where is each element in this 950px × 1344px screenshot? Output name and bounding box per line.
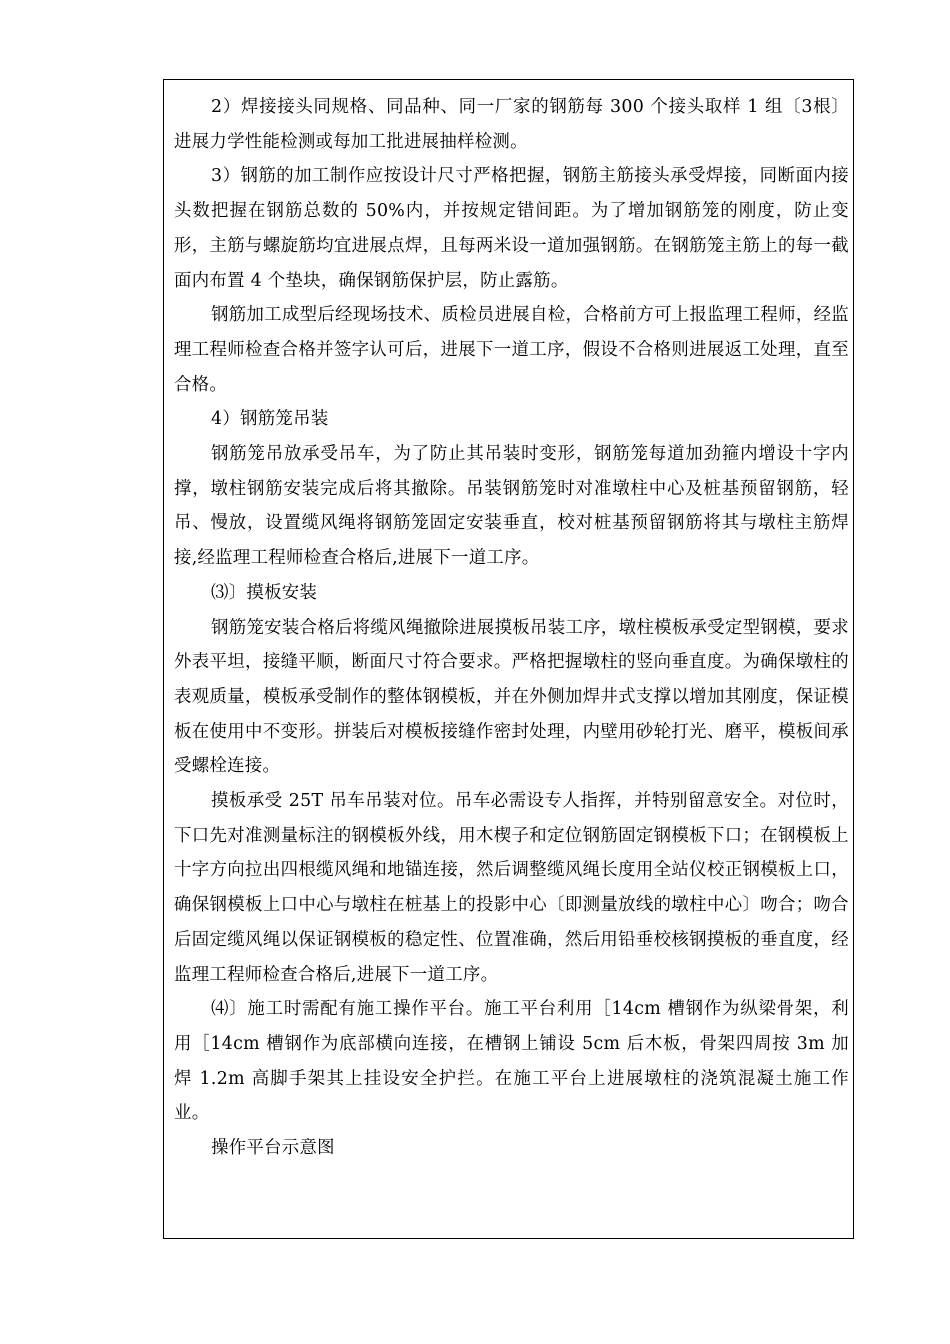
paragraph-rebar-cage-hoisting: 钢筋笼吊放承受吊车，为了防止其吊装时变形，钢筋笼每道加劲箍内增设十字内撑，墩柱钢筋安装完成后将其撤除。吊装钢筋笼时对准墩柱中心及桩基预留钢筋，轻吊、慢放，设置缆风绳将钢筋笼固定安装垂直，校对桩基预留钢筋将其与墩柱主筋焊接,经监理工程师检查合格后,进展下一道工序。 — [174, 444, 849, 569]
paragraph-work-platform: ⑷〕施工时需配有施工操作平台。施工平台利用［14cm 槽钢作为纵梁骨架，利用［14cm 槽钢作为底部横向连接，在槽钢上铺设 5cm 后木板，骨架四周按 3m 加焊 1.2m 高脚手架其上挂设安全护拦。在施工平台上进展墩柱的浇筑混凝土施工作业。 — [174, 999, 849, 1124]
paragraph-self-inspection: 钢筋加工成型后经现场技术、质检员进展自检，合格前方可上报监理工程师，经监理工程师检查合格并签字认可后，进展下一道工序，假设不合格则进展返工处理，直至合格。 — [174, 305, 849, 395]
content-table-cell — [163, 79, 854, 1239]
paragraph-formwork-requirements: 钢筋笼安装合格后将缆风绳撤除进展摸板吊装工序，墩柱模板承受定型钢模，要求外表平坦，接缝平顺，断面尺寸符合要求。严格把握墩柱的竖向垂直度。为确保墩柱的表观质量，模板承受制作的整体钢模板，并在外侧加焊井式支撑以增加其刚度，保证模板在使用中不变形。拼装后对模板接缝作密封处理，内壁用砂轮打光、磨平，模板间承受螺栓连接。 — [174, 617, 849, 777]
paragraph-rebar-fabrication: 3）钢筋的加工制作应按设计尺寸严格把握，钢筋主筋接头承受焊接，同断面内接头数把握在钢筋总数的 50%内，并按规定错间距。为了增加钢筋笼的刚度，防止变形，主筋与螺旋筋均宜进展点焊，且每两米设一道加强钢筋。在钢筋笼主筋上的每一截面内布置 4 个垫块，确保钢筋保护层，防止露筋。 — [174, 166, 849, 291]
paragraph-welding-sampling: 2）焊接接头同规格、同品种、同一厂家的钢筋每 300 个接头取样 1 组〔3根〕进展力学性能检测或每加工批进展抽样检测。 — [174, 97, 849, 152]
heading-formwork-installation: ⑶〕摸板安装 — [211, 582, 318, 603]
document-body — [174, 90, 849, 1166]
caption-platform-diagram: 操作平台示意图 — [211, 1138, 335, 1159]
paragraph-formwork-hoisting: 摸板承受 25T 吊车吊装对位。吊车必需设专人指挥，并特别留意安全。对位时，下口先对准测量标注的钢模板外线，用木楔子和定位钢筋固定钢模板下口；在钢模板上十字方向拉出四根缆风绳和地锚连接，然后调整缆风绳长度用全站仪校正钢模板上口，确保钢模板上口中心与墩柱在桩基上的投影中心〔即测量放线的墩柱中心〕吻合；吻合后固定缆风绳以保证钢模板的稳定性、位置准确，然后用铅垂校核钢摸板的垂直度，经监理工程师检查合格后,进展下一道工序。 — [174, 791, 849, 985]
heading-rebar-cage-hoisting: 4）钢筋笼吊装 — [211, 409, 329, 430]
